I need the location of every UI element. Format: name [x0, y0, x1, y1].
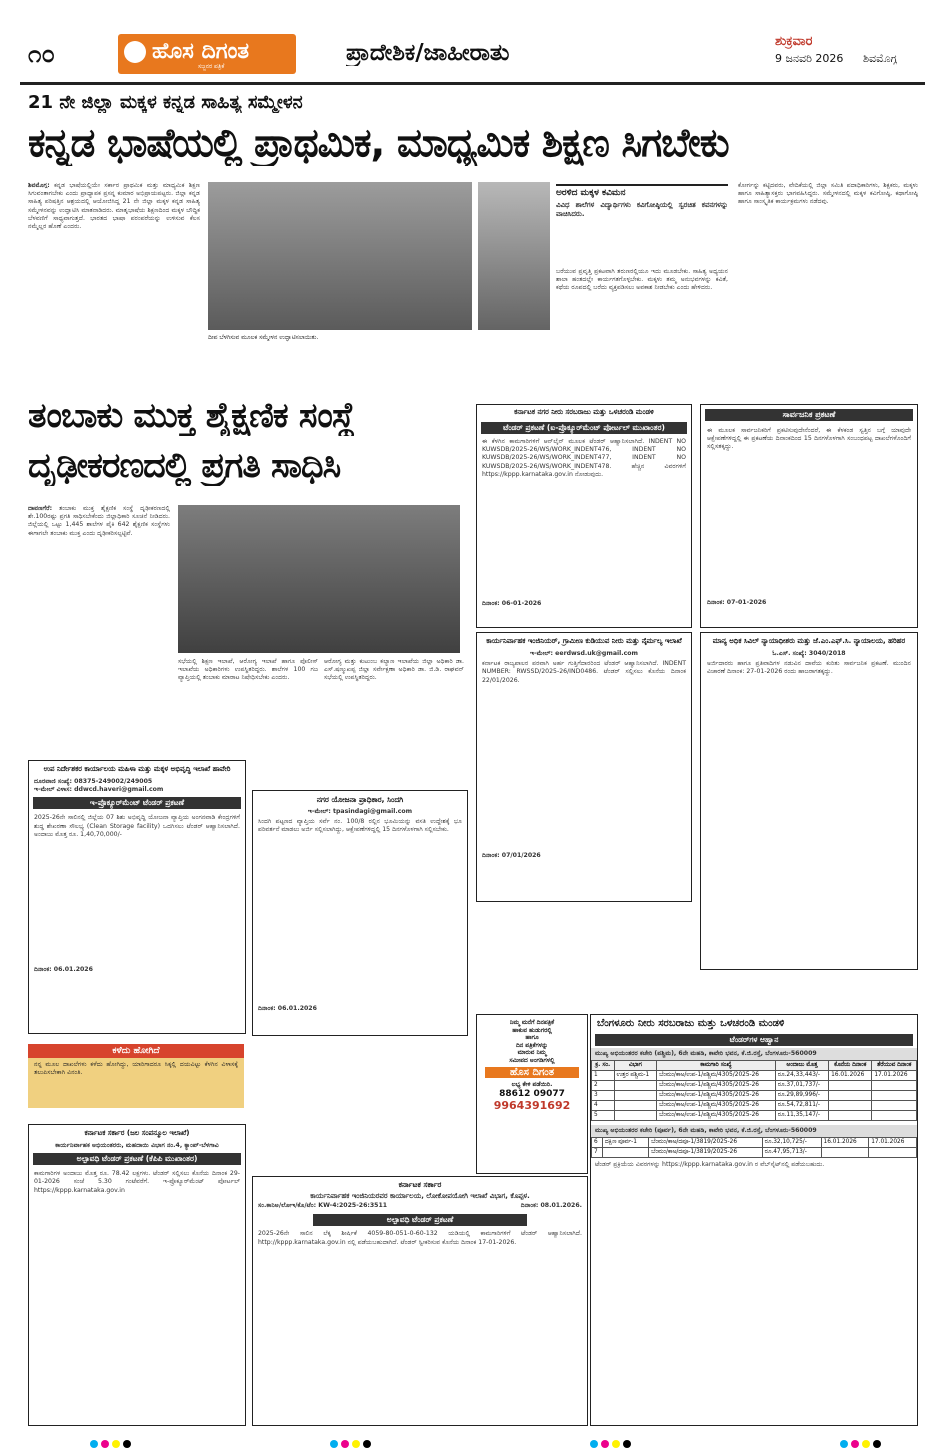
table-cell: 1 [592, 1071, 615, 1081]
haveri-notice-date: ದಿನಾಂಕ: 06.01.2026 [34, 966, 93, 974]
kwb-notice-date: ದಿನಾಂಕ: 06-01-2026 [482, 600, 542, 607]
second-column-3: ಆರೋಗ್ಯ ಮತ್ತು ಕುಟುಂಬ ಕಲ್ಯಾಣ ಇಲಾಖೆಯ ಜಿಲ್ಲಾ ಅಧಿಕಾರಿ ಡಾ. ಎಸ್.ಷಣ್ಮುಖಪ್ಪ ಜಿಲ್ಲಾ ಸರ್ವೇಕ್ಷಣಾ ಅಧಿಕಾರಿ ಡಾ. ಜಿ.ಡಿ. ರಾಘವನ್ ಸಭೆಯಲ್ಲಿ ಉಪಸ್ಥಿತರಿದ್ದರು. [324, 658, 464, 682]
table-cell: ಬೆಂಮಂ/ಕಾಅ/ದಪೂ-1/3819/2025-26 [649, 1138, 763, 1148]
public-notice-title: ಸಾರ್ವಜನಿಕ ಪ್ರಕಟಣೆ [705, 409, 913, 421]
public-notice [700, 404, 918, 628]
table-cell [602, 1148, 648, 1158]
print-registration-marks [90, 1440, 134, 1448]
tender-col-opendate: ತೆರೆಯುವ ದಿನಾಂಕ [872, 1061, 917, 1071]
kwb-notice-bar: ಟೆಂಡರ್ ಪ್ರಕಟಣೆ (ಐ-ಪ್ರೊಕ್ಯೂರ್‌ಮೆಂಟ್ ಪೋರ್ಟಲ್ ಮುಖಾಂತರ) [481, 422, 687, 434]
black-dot [623, 1440, 631, 1448]
tender-col-amount: ಅಂದಾಜು ಮೊತ್ತ [775, 1061, 828, 1071]
lost-notice-body: ನನ್ನ ಮೂಲ ದಾಖಲೆಗಳು ಕಳೆದು ಹೋಗಿದ್ದು, ಯಾರಿಗಾದರೂ ಸಿಕ್ಕಲ್ಲಿ ದಯವಿಟ್ಟು ಕೆಳಗಿನ ವಿಳಾಸಕ್ಕೆ ತಲುಪಿಸಬೇಕಾಗಿ ವಿನಂತಿ. [28, 1058, 244, 1108]
logo-emblem-icon [124, 41, 146, 63]
yellow-dot [112, 1440, 120, 1448]
edition-city: ಶಿವಮೊಗ್ಗ [863, 52, 898, 65]
table-cell: ರೂ.11,35,147/- [775, 1111, 828, 1121]
rural-notice-date: ದಿನಾಂಕ: 07/01/2026 [482, 852, 541, 860]
promo-phone-2: 9964391692 [493, 1098, 571, 1112]
irrigation-subtitle: ಕಾರ್ಯನಿರ್ವಾಹಕ ಅಭಿಯಂತರರು, ಮಹದಾಯಿ ವಿಭಾಗ ನಂ.4, ಕ್ಯಾಂಪ್-ಬೆಳಗಾವಿ [55, 1142, 219, 1149]
lost-notice-title: ಕಳೆದು ಹೋಗಿದೆ [28, 1044, 244, 1058]
bwssb-office-east: ಮುಖ್ಯ ಅಭಿಯಂತರರ ಕಚೇರಿ (ಪೂರ್ವ), 6ನೇ ಮಹಡಿ, ಕಾವೇರಿ ಭವನ, ಕೆ.ಜಿ.ರಸ್ತೆ, ಬೆಂಗಳೂರು-560009 [591, 1125, 917, 1137]
haveri-notice-bar: ಇ-ಪ್ರೊಕ್ಯೂರ್‌ಮೆಂಟ್ ಟೆಂಡರ್ ಪ್ರಕಟಣೆ [33, 797, 241, 809]
tender-table-west [591, 1060, 917, 1121]
table-row [592, 1071, 917, 1081]
table-row [592, 1101, 917, 1111]
tender-table-east [591, 1137, 917, 1158]
lead-sidebar [556, 184, 728, 266]
table-cell [829, 1081, 872, 1091]
black-dot [873, 1440, 881, 1448]
second-dateline: ದಾವಣಗೆರೆ: [28, 505, 53, 512]
table-cell: ಬೆಂಮಂ/ಕಾಅ/ಉಪ-1/ಪಶ್ಚಿಮ/4305/2025-26 [657, 1111, 776, 1121]
masthead-divider [20, 82, 925, 85]
lead-column-2: ಬರೆಯುವ ಪ್ರವೃತ್ತಿ ಪ್ರಕಟವಾಗಿ ತರುಣರಲ್ಲಿಯೂ ಇದು ಮೂಡಬೇಕು. ಸಾಹಿತ್ಯ ಅಧ್ಯಯನ ಶಾಲಾ ಹಂತದಲ್ಲೇ ಕಾರ್ಯಗತಗೊಳ್ಳಬೇಕು. ಮಕ್ಕಳು ತಮ್ಮ ಅನುಭವಗಳನ್ನು ಕವಿತೆ, ಕಥೆಯ ರೂಪದಲ್ಲಿ ಬರೆದು ವ್ಯಕ್ತಪಡಿಸಲು ಅವಕಾಶ ನೀಡಬೇಕು ಎಂದು ಹೇಳಿದರು. [556, 268, 728, 292]
koppal-notice [252, 1176, 588, 1426]
table-cell: 17.01.2026 [872, 1071, 917, 1081]
koppal-body: 2025-26ನೇ ಸಾಲಿನ ಲೆಕ್ಕ ಶೀರ್ಷಿಕೆ 4059-80-051-0-60-132 ಯಡಿಯಲ್ಲಿ ಕಾಮಗಾರಿಗಳಿಗೆ ಟೆಂಡರ್ ಆಹ್ವಾನಿಸಲಾಗಿದೆ. http://kppp.karnataka.gov.in ನಲ್ಲಿ ಪಡೆಯಬಹುದಾಗಿದೆ. ಟೆಂಡರ್ ಸ್ವೀಕರಿಸುವ ಕೊನೆಯ ದಿನಾಂಕ 17-01-2026. [258, 1230, 582, 1246]
haveri-email: ಇ-ಮೇಲ್ ವಿಳಾಸ: ddwcd.haveri@gmail.com [34, 786, 164, 794]
magenta-dot [851, 1440, 859, 1448]
second-headline-line2: ದೃಢೀಕರಣದಲ್ಲಿ ಪ್ರಗತಿ ಸಾಧಿಸಿ [28, 446, 341, 486]
magenta-dot [341, 1440, 349, 1448]
lead-photo-caption: ದೀಪ ಬೆಳಗಿಸುವ ಮೂಲಕ ಸಮ್ಮೇಳನ ಉದ್ಘಾಟಿಸಲಾಯಿತು. [208, 334, 319, 341]
tender-table-header [592, 1061, 917, 1071]
sindagi-notice-title: ನಗರ ಯೋಜನಾ ಪ್ರಾಧಿಕಾರ, ಸಿಂದಗಿ [316, 795, 404, 804]
haveri-notice-title: ಉಪ ನಿರ್ದೇಶಕರ ಕಾರ್ಯಾಲಯ ಮಹಿಳಾ ಮತ್ತು ಮಕ್ಕಳ ಅಭಿವೃದ್ಧಿ ಇಲಾಖೆ ಹಾವೇರಿ [43, 765, 231, 773]
table-cell: ದಕ್ಷಿಣ ಪೂರ್ವ-1 [602, 1138, 648, 1148]
table-cell: 7 [592, 1148, 603, 1158]
table-cell [872, 1101, 917, 1111]
tender-col-division: ವಿಭಾಗ [614, 1061, 657, 1071]
haveri-notice-body: 2025-26ನೇ ಸಾಲಿನಲ್ಲಿ ಜಿಲ್ಲೆಯ 07 ಶಿಶು ಅಭಿವೃದ್ಧಿ ಯೋಜನಾ ವ್ಯಾಪ್ತಿಯ ಅಂಗನವಾಡಿ ಕೇಂದ್ರಗಳಿಗೆ ಶುದ್ಧ ಶೇಖರಣಾ ಸೌಲಭ್ಯ (Clean Storage facility) ಒದಗಿಸಲು ಟೆಂಡರ್ ಆಹ್ವಾನಿಸಲಾಗಿದೆ. ಅಂದಾಜು ಮೊತ್ತ ರೂ. 1,40,70,000/- [34, 814, 240, 838]
print-registration-marks-2 [330, 1440, 374, 1448]
table-row [592, 1081, 917, 1091]
promo-line-5: ಮಾರುವ ನಿಮ್ಮ [517, 1049, 547, 1056]
lead-sidebar-heading: ಅರಳಿದ ಮಕ್ಕಳ ಕವಿಮನ [556, 188, 626, 198]
kwb-notice [476, 404, 692, 628]
promo-line-7: ಲಭ್ಯ ಕೇಳಿ ಪಡೆಯಿರಿ. [511, 1081, 553, 1088]
bwssb-footer: ಟೆಂಡರ್ ಪ್ರಕ್ರಿಯೆಯ ವಿವರಗಳನ್ನು https://kppp.karnataka.gov.in ರ ವೆಬ್‌ಸೈಟ್‌ನಲ್ಲಿ ಪಡೆಯಬಹುದು. [595, 1161, 825, 1169]
table-cell: ರೂ.37,01,737/- [775, 1081, 828, 1091]
lost-notice [28, 1044, 244, 1114]
table-row [592, 1111, 917, 1121]
second-column-2: ಸಭೆಯಲ್ಲಿ ಶಿಕ್ಷಣ ಇಲಾಖೆ, ಆರೋಗ್ಯ ಇಲಾಖೆ ಹಾಗೂ ಪೊಲೀಸ್ ಇಲಾಖೆಯ ಅಧಿಕಾರಿಗಳು ಉಪಸ್ಥಿತರಿದ್ದರು. ಶಾಲೆಗಳ 100 ಗಜ ವ್ಯಾಪ್ತಿಯಲ್ಲಿ ತಂಬಾಕು ಮಾರಾಟ ನಿಷೇಧಿಸಬೇಕು ಎಂದರು. [178, 658, 318, 682]
promo-line-4: ದಿನ ಪತ್ರಿಕೆಗಳನ್ನು [515, 1041, 549, 1049]
print-registration-marks-3 [590, 1440, 634, 1448]
table-cell: ಉತ್ತರ ಪಶ್ಚಿಮ-1 [614, 1071, 657, 1081]
logo-tagline: ಸಜ್ಜನರ ಪತ್ರಿಕೆ [198, 63, 225, 70]
koppal-bar: ಅಲ್ಪಾವಧಿ ಟೆಂಡರ್ ಪ್ರಕಟಣೆ [313, 1214, 527, 1226]
table-cell [614, 1081, 657, 1091]
table-row [592, 1148, 917, 1158]
koppal-ref: ಸಂ.ಕಾನಿಅ/ಲೋಇ/ಕೊ/ಟೆಂ: KW-4:2025-26:3511 [258, 1202, 388, 1210]
table-cell: 2 [592, 1081, 615, 1091]
court-case-number: ಓ.ಎಸ್. ಸಂಖ್ಯೆ: 3040/2018 [772, 650, 846, 657]
kwb-notice-title: ಕರ್ನಾಟಕ ನಗರ ನೀರು ಸರಬರಾಜು ಮತ್ತು ಒಳಚರಂಡಿ ಮಂಡಳಿ [514, 408, 654, 416]
rural-water-notice [476, 632, 692, 902]
lead-photo-2 [478, 182, 550, 330]
irrigation-body: ಕಾಮಗಾರಿಗಳ ಅಂದಾಜು ಮೊತ್ತ ರೂ. 78.42 ಲಕ್ಷಗಳು. ಟೆಂಡರ್ ಸಲ್ಲಿಸಲು ಕೊನೆಯ ದಿನಾಂಕ 29-01-2026 ಸಂಜೆ 5.30 ಗಂಟೆವರೆಗೆ. ಇ-ಪ್ರೊಕ್ಯೂರ್‌ಮೆಂಟ್ ಪೋರ್ಟಲ್ https://kppp.karnataka.gov.in [34, 1170, 240, 1194]
table-cell: ರೂ.24,33,443/- [775, 1071, 828, 1081]
table-cell: 4 [592, 1101, 615, 1111]
table-cell [869, 1148, 917, 1158]
table-cell: ಬೆಂಮಂ/ಕಾಅ/ಉಪ-1/ಪಶ್ಚಿಮ/4305/2025-26 [657, 1091, 776, 1101]
second-headline-line1: ತಂಬಾಕು ಮುಕ್ತ ಶೈಕ್ಷಣಿಕ ಸಂಸ್ಥೆ [28, 396, 355, 436]
section-title: ಪ್ರಾದೇಶಿಕ/ಜಾಹೀರಾತು [346, 40, 510, 66]
magenta-dot [101, 1440, 109, 1448]
lead-headline: ಕನ್ನಡ ಭಾಷೆಯಲ್ಲಿ ಪ್ರಾಥಮಿಕ, ಮಾಧ್ಯಮಿಕ ಶಿಕ್ಷಣ ಸಿಗಬೇಕು [28, 121, 729, 166]
tender-col-lastdate: ಕೊನೆಯ ದಿನಾಂಕ [829, 1061, 872, 1071]
koppal-subtitle: ಕಾರ್ಯನಿರ್ವಾಹಕ ಇಂಜಿನಿಯರವರ ಕಾರ್ಯಾಲಯ, ಲೋಕೋಪಯೋಗಿ ಇಲಾಖೆ ವಿಭಾಗ, ಕೊಪ್ಪಳ. [310, 1192, 530, 1200]
table-row [592, 1091, 917, 1101]
lead-dateline: ಶಿವಮೊಗ್ಗ: [28, 182, 50, 189]
yellow-dot [352, 1440, 360, 1448]
newspaper-promo [476, 1014, 588, 1174]
court-notice [700, 632, 918, 970]
table-cell [614, 1091, 657, 1101]
public-notice-body: ಈ ಮೂಲಕ ಸಾರ್ವಜನಿಕರಿಗೆ ಪ್ರಕಟಿಸುವುದೇನೆಂದರೆ, ಈ ಕೆಳಕಂಡ ಸ್ವತ್ತಿನ ಬಗ್ಗೆ ಯಾವುದೇ ಆಕ್ಷೇಪಣೆಗಳಿದ್ದಲ್ಲಿ ಈ ಪ್ರಕಟಣೆಯ ದಿನಾಂಕದಿಂದ 15 ದಿನಗಳೊಳಗಾಗಿ ಸಂಬಂಧಪಟ್ಟ ದಾಖಲೆಗಳೊಂದಿಗೆ ಸಲ್ಲಿಸತಕ್ಕದ್ದು. [707, 427, 911, 451]
table-cell: ಬೆಂಮಂ/ಕಾಅ/ಉಪ-1/ಪಶ್ಚಿಮ/4305/2025-26 [657, 1101, 776, 1111]
table-cell: 16.01.2026 [829, 1071, 872, 1081]
bwssb-title: ಬೆಂಗಳೂರು ನೀರು ಸರಬರಾಜು ಮತ್ತು ಒಳಚರಂಡಿ ಮಂಡಳಿ [597, 1018, 785, 1029]
magenta-dot [601, 1440, 609, 1448]
table-cell: ರೂ.47,95,713/- [762, 1148, 821, 1158]
page-number: ೧೦ [28, 40, 55, 68]
sindagi-notice [252, 790, 468, 1036]
cyan-dot [90, 1440, 98, 1448]
table-cell [829, 1111, 872, 1121]
cyan-dot [590, 1440, 598, 1448]
koppal-ref-row [253, 1200, 587, 1212]
table-row [592, 1138, 917, 1148]
irrigation-notice [28, 1124, 246, 1426]
irrigation-title: ಕರ್ನಾಟಕ ಸರ್ಕಾರ (ಜಲ ಸಂಪನ್ಮೂಲ ಇಲಾಖೆ) [84, 1129, 190, 1137]
table-cell: ರೂ.29,89,996/- [775, 1091, 828, 1101]
sindagi-notice-body: ಸಿಂದಗಿ ಪಟ್ಟಣದ ವ್ಯಾಪ್ತಿಯ ಸರ್ವೆ ನಂ. 100/8 ರಲ್ಲಿನ ಭೂಮಿಯನ್ನು ವಸತಿ ಉದ್ದೇಶಕ್ಕೆ ಭೂ ಪರಿವರ್ತನೆ ಮಾಡಲು ಅರ್ಜಿ ಸಲ್ಲಿಸಲಾಗಿದ್ದು, ಆಕ್ಷೇಪಣೆಗಳಿದ್ದಲ್ಲಿ 15 ದಿನಗಳೊಳಗಾಗಿ ಸಲ್ಲಿಸಬೇಕು. [258, 818, 462, 834]
table-cell [821, 1148, 869, 1158]
haveri-notice [28, 760, 246, 1034]
cyan-dot [330, 1440, 338, 1448]
sindagi-notice-date: ದಿನಾಂಕ: 06.01.2026 [258, 1005, 317, 1013]
lead-kicker: 21 ನೇ ಜಿಲ್ಲಾ ಮಕ್ಕಳ ಕನ್ನಡ ಸಾಹಿತ್ಯ ಸಮ್ಮೇಳನ [28, 92, 303, 113]
bwssb-bar: ಟೆಂಡರ್‌ಗಳ ಆಹ್ವಾನ [595, 1034, 913, 1046]
table-cell: ಬೆಂಮಂ/ಕಾಅ/ಉಪ-1/ಪಶ್ಚಿಮ/4305/2025-26 [657, 1071, 776, 1081]
table-cell: 17.01.2026 [869, 1138, 917, 1148]
lead-photo [208, 182, 472, 330]
promo-line-3: ಹಾಗೂ [525, 1034, 539, 1041]
haveri-phone: ದೂರವಾಣಿ ಸಂಖ್ಯೆ: 08375-249002/249005 [34, 778, 153, 785]
table-cell [829, 1101, 872, 1111]
lead-column-3: ಕೋರ್ಗನ್ನು ಕಟ್ಟಿದವರು, ವೇದಿಕೆಯಲ್ಲಿ ಜಿಲ್ಲಾ ಸಮಿತಿ ಪದಾಧಿಕಾರಿಗಳು, ಶಿಕ್ಷಕರು, ಮಕ್ಕಳು ಹಾಗೂ ಸಾಹಿತ್ಯಾಸಕ್ತರು ಭಾಗವಹಿಸಿದ್ದರು. ಸಮ್ಮೇಳನದಲ್ಲಿ ಮಕ್ಕಳ ಕವಿಗೋಷ್ಠಿ, ಕಥಾಗೋಷ್ಠಿ ಹಾಗೂ ಸಾಂಸ್ಕೃತಿಕ ಕಾರ್ಯಕ್ರಮಗಳು ನಡೆದವು. [738, 182, 918, 206]
table-cell [829, 1091, 872, 1101]
table-cell: ರೂ.54,72,811/- [775, 1101, 828, 1111]
print-registration-marks-4 [840, 1440, 884, 1448]
bwssb-tender-notice [590, 1014, 918, 1426]
irrigation-bar: ಅಲ್ಪಾವಧಿ ಟೆಂಡರ್ ಪ್ರಕಟಣೆ (ಕೆಪಿಪಿ ಮುಖಾಂತರ) [33, 1153, 241, 1165]
promo-line-1: ನಿಮ್ಮ ಮನೆಗೆ ದಿನಪತ್ರಿಕೆ [509, 1019, 555, 1026]
table-cell: 16.01.2026 [821, 1138, 869, 1148]
newspaper-logo [118, 34, 296, 74]
rural-notice-title: ಕಾರ್ಯನಿರ್ವಾಹಕ ಇಂಜಿನಿಯರ್, ಗ್ರಾಮೀಣ ಕುಡಿಯುವ ನೀರು ಮತ್ತು ನೈರ್ಮಲ್ಯ ಇಲಾಖೆ [486, 637, 682, 645]
public-notice-date: ದಿನಾಂಕ: 07-01-2026 [707, 599, 767, 606]
table-cell [614, 1111, 657, 1121]
kwb-notice-body: ಈ ಕೆಳಗಿನ ಕಾಮಗಾರಿಗಳಿಗೆ ಆನ್‌ಲೈನ್ ಮೂಲಕ ಟೆಂಡರ್ ಆಹ್ವಾನಿಸಲಾಗಿದೆ. INDENT NO KUWSDB/2025-26/WS/WORK_INDENT476, INDENT NO KUWSDB/2025-26/WS/WORK_INDENT477, INDENT NO KUWSDB/2025-26/WS/WORK_INDENT478. ಹೆಚ್ಚಿನ ವಿವರಗಳಿಗೆ https://kppp.karnataka.gov.in ನೋಡುವುದು. [482, 438, 686, 478]
table-cell [872, 1111, 917, 1121]
rural-notice-body: ಕರ್ನಾಟಕ ರಾಜ್ಯಪಾಲರ ಪರವಾಗಿ ಅರ್ಹ ಗುತ್ತಿಗೆದಾರರಿಂದ ಟೆಂಡರ್ ಆಹ್ವಾನಿಸಲಾಗಿದೆ. INDENT NUMBER: RWSSD/2025-26/IND0486. ಟೆಂಡರ್ ಸಲ್ಲಿಸಲು ಕೊನೆಯ ದಿನಾಂಕ 22/01/2026. [482, 660, 686, 684]
cyan-dot [840, 1440, 848, 1448]
promo-logo: ಹೊಸ ದಿಗಂತ [485, 1067, 579, 1078]
yellow-dot [612, 1440, 620, 1448]
table-cell [872, 1091, 917, 1101]
table-cell: ಬೆಂಮಂ/ಕಾಅ/ದಪೂ-1/3819/2025-26 [649, 1148, 763, 1158]
second-column-1 [28, 505, 170, 735]
issue-day: ಶುಕ್ರವಾರ [775, 34, 813, 49]
table-cell: ರೂ.32,10,725/- [762, 1138, 821, 1148]
lead-column-1-text: ಕನ್ನಡ ಭಾಷೆಯಲ್ಲಿಯೇ ಸರ್ಕಾರ ಪ್ರಾಥಮಿಕ ಮತ್ತು ಮಾಧ್ಯಮಿಕ ಶಿಕ್ಷಣ ಸಿಗುವಂತಾಗಬೇಕು ಎಂದು ಪ್ರಾಧ್ಯಾಪಕ ಪ್ರಸನ್ನ ಕುಮಾರ ಅಭಿಪ್ರಾಯಪಟ್ಟರು. ಜಿಲ್ಲಾ ಕನ್ನಡ ಸಾಹಿತ್ಯ ಪರಿಷತ್ತಿನ ಆಶ್ರಯದಲ್ಲಿ ಆಯೋಜಿಸಿದ್ದ 21 ನೇ ಜಿಲ್ಲಾ ಮಕ್ಕಳ ಕನ್ನಡ ಸಾಹಿತ್ಯ ಸಮ್ಮೇಳನವನ್ನು ಉದ್ಘಾಟಿಸಿ ಮಾತನಾಡಿದರು. ಮಾತೃಭಾಷೆಯ ಶಿಕ್ಷಣದಿಂದ ಮಕ್ಕಳ ಬೌದ್ಧಿಕ ಬೆಳವಣಿಗೆ ಸಾಧ್ಯವಾಗುತ್ತದೆ. ಭಾರತದ ಭಾಷಾ ಪರಂಪರೆಯನ್ನು ಉಳಿಸುವ ಕೆಲಸ ನಮ್ಮೆಲ್ಲರ ಹೊಣೆ ಎಂದರು. [28, 182, 200, 231]
koppal-date: ದಿನಾಂಕ: 08.01.2026. [520, 1202, 582, 1210]
sindagi-email: ಇ-ಮೇಲ್: tpasindagi@gmail.com [307, 808, 413, 815]
koppal-title: ಕರ್ನಾಟಕ ಸರ್ಕಾರ [398, 1180, 442, 1189]
promo-line-6: ಸಮೀಪದ ಅಂಗಡಿಗಳಲ್ಲಿ [509, 1056, 555, 1064]
promo-phone-1: 88612 09077 [499, 1088, 565, 1099]
table-cell: 3 [592, 1091, 615, 1101]
tender-col-work: ಕಾಮಗಾರಿ ಸಂಖ್ಯೆ [657, 1061, 776, 1071]
logo-text: ಹೊಸ ದಿಗಂತ [152, 39, 250, 64]
tender-col-sno: ಕ್ರ. ಸಂ. [592, 1061, 615, 1071]
second-column-1-text: ತಂಬಾಕು ಮುಕ್ತ ಶೈಕ್ಷಣಿಕ ಸಂಸ್ಥೆ ದೃಢೀಕರಣದಲ್ಲಿ ಶೇ.100ರಷ್ಟು ಪ್ರಗತಿ ಸಾಧಿಸಬೇಕೆಂದು ಜಿಲ್ಲಾಧಿಕಾರಿ ಸೂಚನೆ ನೀಡಿದರು. ಜಿಲ್ಲೆಯಲ್ಲಿ ಒಟ್ಟು 1,445 ಶಾಲೆಗಳ ಪೈಕಿ 642 ಶೈಕ್ಷಣಿಕ ಸಂಸ್ಥೆಗಳು ಈಗಾಗಲೇ ತಂಬಾಕು ಮುಕ್ತ ಎಂದು ದೃಢೀಕರಿಸಲ್ಪಟ್ಟಿವೆ. [28, 505, 170, 537]
lead-sidebar-text: ವಿವಿಧ ಶಾಲೆಗಳ ವಿದ್ಯಾರ್ಥಿಗಳು ಕವಿಗೋಷ್ಠಿಯಲ್ಲಿ ಸ್ವರಚಿತ ಕವನಗಳನ್ನು ವಾಚಿಸಿದರು. [556, 201, 728, 218]
black-dot [363, 1440, 371, 1448]
meeting-photo [178, 505, 460, 653]
rural-notice-email: ಇ-ಮೇಲ್: eerdwsd.uk@gmail.com [530, 650, 638, 657]
issue-date: 9 ಜನವರಿ 2026 [775, 52, 844, 65]
bwssb-office-west: ಮುಖ್ಯ ಅಭಿಯಂತರರ ಕಚೇರಿ (ಪಶ್ಚಿಮ), 6ನೇ ಮಹಡಿ, ಕಾವೇರಿ ಭವನ, ಕೆ.ಜಿ.ರಸ್ತೆ, ಬೆಂಗಳೂರು-560009 [591, 1048, 917, 1060]
table-cell: 5 [592, 1111, 615, 1121]
table-cell: 6 [592, 1138, 603, 1148]
promo-line-2: ಹಾಕುವ ಹುಡುಗರಲ್ಲಿ [512, 1026, 552, 1034]
yellow-dot [862, 1440, 870, 1448]
table-cell [614, 1101, 657, 1111]
table-cell [872, 1081, 917, 1091]
lead-column-1 [28, 182, 200, 360]
court-notice-body: ಅರ್ಜಿದಾರರು ಹಾಗೂ ಪ್ರತಿವಾದಿಗಳ ನಡುವಿನ ದಾವೆಯ ಕುರಿತು ಸಾರ್ವಜನಿಕ ಪ್ರಕಟಣೆ. ಮುಂದಿನ ವಿಚಾರಣೆ ದಿನಾಂಕ: 27-01-2026 ರಂದು ಹಾಜರಾಗತಕ್ಕದ್ದು. [707, 660, 911, 676]
black-dot [123, 1440, 131, 1448]
table-cell: ಬೆಂಮಂ/ಕಾಅ/ಉಪ-1/ಪಶ್ಚಿಮ/4305/2025-26 [657, 1081, 776, 1091]
court-notice-title: ಮಾನ್ಯ ಅಧಿಕ ಸಿವಿಲ್ ನ್ಯಾಯಾಧೀಶರು ಮತ್ತು ಜೆ.ಎಂ.ಎಫ್.ಸಿ. ನ್ಯಾಯಾಲಯ, ಹರಿಹರ [712, 637, 906, 645]
